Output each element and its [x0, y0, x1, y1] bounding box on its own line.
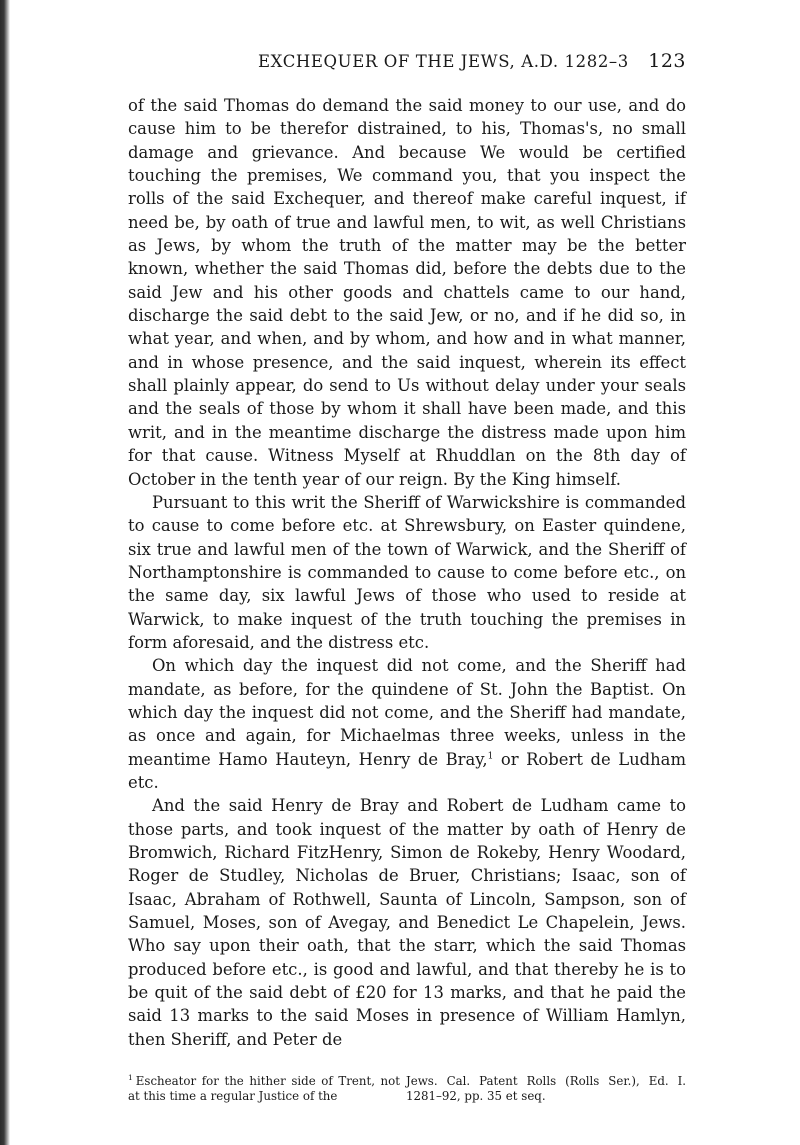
- paragraph-2: Pursuant to this writ the Sheriff of Warwickshire is commanded to cause to come before etc. at Shrewsbury, on Easter quindene, six true and lawful men of the town of Warwick, and the Sheriff of Northamptonshire is commanded to cause to come before etc., on the same day, six lawful Jews of those who used to reside at Warwick, to make inquest of the truth touching the premises in form aforesaid, and the distress etc.: [128, 492, 686, 652]
- footnote-column-1: [128, 1074, 400, 1104]
- paragraph-3-text-a: On which day the inquest did not come, and the Sheriff had mandate, as before, for the quindene of St. John the Baptist. On which day the inquest did not come, and the Sheriff had mandate, as once and again, for Michaelmas three weeks, unless in the meantime Hamo Hauteyn, Henry de Bray,: [128, 656, 686, 769]
- footnote-mark: 1: [128, 1073, 133, 1083]
- running-head: [128, 52, 686, 82]
- paragraph-4: And the said Henry de Bray and Robert de Ludham came to those parts, and took inquest of the matter by oath of Henry de Bromwich, Richard FitzHenry, Simon de Rokeby, Henry Woodard, Roger de Studley, Nicholas de Bruer, Christians; Isaac, son of Isaac, Abraham of Rothwell, Saunta of Lincoln, Sampson, son of Samuel, Moses, son of Avegay, and Benedict Le Chapelein, Jews. Who say upon their oath, that the starr, which the said Thomas produced before etc., is good and lawful, and that thereby he is to be quit of the said debt of £20 for 13 marks, and that he paid the said 13 marks to the said Moses in presence of William Hamlyn, then Sheriff, and Peter de: [128, 796, 686, 1049]
- footnote-text-1: Escheator for the hither side of Trent, not at this time a regular Justice of the: [128, 1074, 400, 1103]
- running-title: EXCHEQUER OF THE JEWS, A.D. 1282–3: [258, 52, 629, 71]
- binding-edge: [0, 0, 10, 1145]
- footnote-column-2: Jews. Cal. Patent Rolls (Rolls Ser.), Ed. I. 1281–92, pp. 35 et seq.: [406, 1074, 686, 1103]
- paragraph-1: of the said Thomas do demand the said money to our use, and do cause him to be therefor distrained, to his, Thomas's, no small damage and grievance. And because We would be certified touching the premises, We command you, that you inspect the rolls of the said Exchequer, and thereof make careful inquest, if need be, by oath of true and lawful men, to wit, as well Christians as Jews, by whom the truth of the matter may be the better known, whether the said Thomas did, before the debts due to the said Jew and his other goods and chattels came to our hand, discharge the said debt to the said Jew, or no, and if he did so, in what year, and when, and by whom, and how and in what manner, and in whose presence, and the said inquest, wherein its effect shall plainly appear, do send to Us without delay under your seals and the seals of those by whom it shall have been made, and this writ, and in the meantime discharge the distress made upon him for that cause. Witness Myself at Rhuddlan on the 8th day of October in the tenth year of our reign. By the King himself.: [128, 96, 686, 489]
- body-text: [128, 94, 686, 1051]
- paragraph-3: [128, 654, 686, 794]
- footnote: [128, 1074, 686, 1104]
- footnote-reference: 1: [487, 751, 494, 762]
- paragraph-3-text-b: or Robert de Ludham etc.: [128, 749, 686, 792]
- page-number: 123: [648, 50, 686, 72]
